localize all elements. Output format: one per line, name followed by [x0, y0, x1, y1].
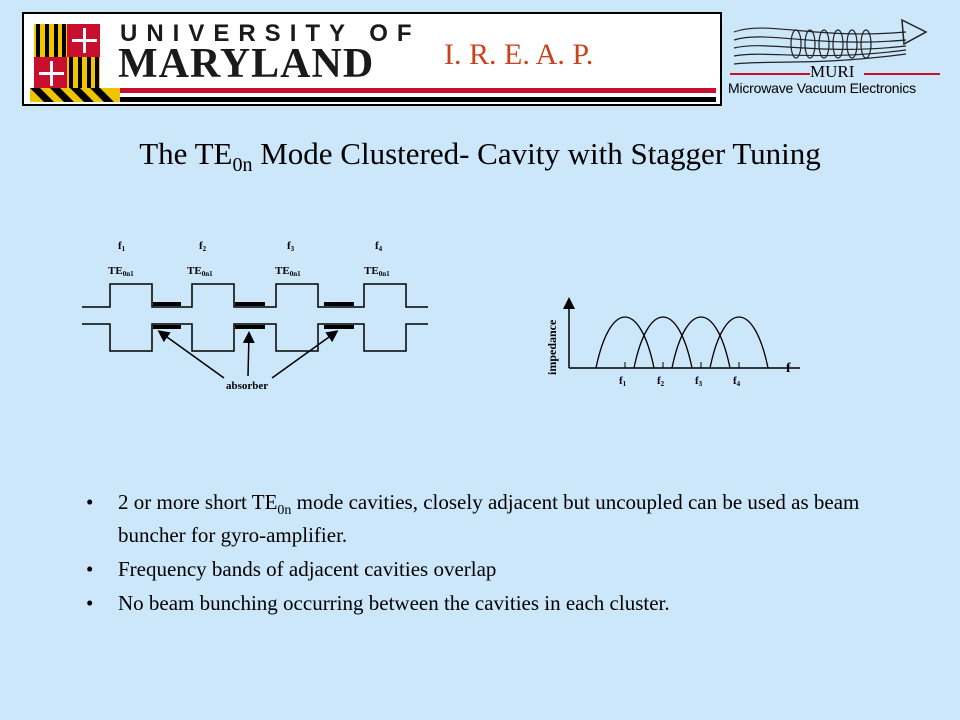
svg-text:TE0n1: TE0n1: [108, 265, 134, 278]
resonance-curve-4: [710, 317, 768, 368]
resonance-curve-3: [672, 317, 730, 368]
title-prefix: The TE: [139, 136, 233, 171]
frequency-axis-label: f: [786, 361, 791, 376]
lab-name: I. R. E. A. P.: [444, 38, 594, 71]
peak-label-1: f1: [619, 375, 627, 388]
university-name-line2: MARYLAND: [118, 41, 375, 87]
bullet-item: • Frequency bands of adjacent cavities overlap: [86, 557, 497, 582]
absorber-upper-2: [235, 302, 265, 306]
svg-text:f1: f1: [118, 240, 126, 253]
title-subscript: 0n: [232, 154, 253, 177]
bullet-item: • No beam bunching occurring between the cavities in each cluster.: [86, 591, 670, 616]
title-suffix: Mode Clustered- Cavity with Stagger Tuning: [252, 136, 821, 171]
svg-text:TE0n1: TE0n1: [364, 265, 390, 278]
absorber-upper-1: [153, 302, 181, 306]
bullet-dot: •: [86, 490, 94, 514]
svg-text:f4: f4: [375, 240, 383, 253]
university-name-line1: UNIVERSITY OF: [120, 20, 421, 47]
cavity-label-4: [364, 240, 390, 278]
resonance-curve-1: [596, 317, 654, 368]
cavity-label-3: [275, 240, 301, 278]
absorber-arrow-3: [272, 332, 336, 378]
bullet-list: [82, 490, 862, 625]
impedance-axis-label: impedance: [545, 319, 559, 375]
muri-title: MURI: [810, 62, 855, 81]
muri-subtitle: Microwave Vacuum Electronics: [728, 80, 916, 96]
peak-label-3: f3: [695, 375, 703, 388]
absorber-lower-2: [235, 325, 265, 329]
svg-text:TE0n1: TE0n1: [275, 265, 301, 278]
bullet-item: • 2 or more short $TE_{0n}$ mode cavities, closely adjacent but uncoupled can be used as beam buncher for gyro-amplifier.: [86, 490, 860, 548]
svg-text:f2: f2: [199, 240, 207, 253]
absorber-arrow-2: [248, 334, 249, 376]
svg-text:f3: f3: [287, 240, 295, 253]
bullet-dot: •: [86, 591, 94, 616]
bullet-dot: •: [86, 557, 94, 582]
absorber-lower-3: [324, 325, 354, 329]
svg-text:TE0n1: TE0n1: [187, 265, 213, 278]
absorber-label: absorber: [226, 380, 269, 392]
absorber-lower-1: [153, 325, 181, 329]
absorber-upper-3: [324, 302, 354, 306]
cavity-label-1: [108, 240, 134, 278]
cavity-label-2: [187, 240, 213, 278]
resonance-curve-2: [634, 317, 692, 368]
peak-label-2: f2: [657, 375, 665, 388]
peak-label-4: f4: [733, 375, 741, 388]
